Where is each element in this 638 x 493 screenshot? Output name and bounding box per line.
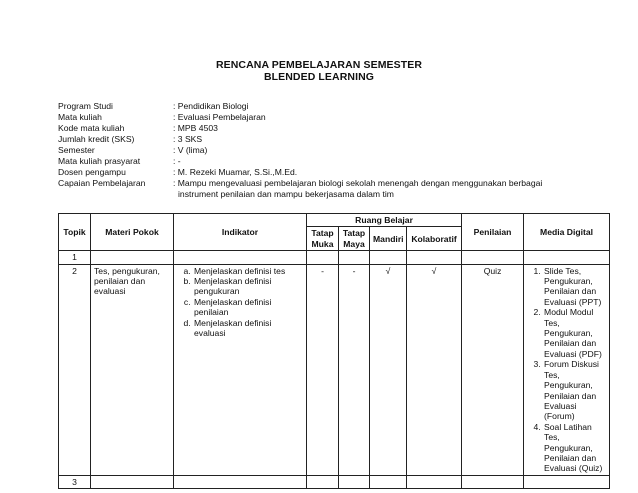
info-value-continuation: instrument penilaian dan mampu bekerjasama dalam tim [178,189,394,199]
cell-tatap-maya [339,475,370,488]
cell-indikator [174,475,307,488]
media-list [527,266,606,474]
info-row-prasyarat [58,156,542,167]
header-materi-pokok: Materi Pokok [91,214,174,251]
cell-topik: 1 [59,251,91,264]
info-value: : Pendidikan Biologi [173,101,249,111]
info-key: Program Studi [58,101,113,111]
info-value: : Mampu mengevaluasi pembelajaran biologi sekolah menengah dengan menggunakan berbagai [173,178,543,188]
info-value: : V (lima) [173,145,208,155]
cell-media [524,264,610,475]
list-item: a. Menjelaskan definisi tes [193,266,303,276]
indikator-list [177,266,303,339]
header-indikator: Indikator [174,214,307,251]
cell-media [524,475,610,488]
cell-materi: Tes, pengukuran, penilaian dan evaluasi [91,264,174,475]
info-key: Mata kuliah [58,112,102,122]
document-subtitle: BLENDED LEARNING [263,71,375,83]
info-key: Kode mata kuliah [58,123,125,133]
list-item: 1. Slide Tes, Pengukuran, Penilaian dan Evaluasi (PPT) [543,266,606,308]
cell-materi [91,475,174,488]
info-row-kode [58,123,542,134]
cell-tatap-muka [307,251,339,264]
info-key: Mata kuliah prasyarat [58,156,141,166]
cell-mandiri [370,475,407,488]
info-row-semester [58,145,542,156]
cell-topik: 2 [59,264,91,475]
header-tatap-muka: Tatap Muka [307,227,339,251]
cell-tatap-maya [339,251,370,264]
cell-penilaian [462,251,524,264]
info-value: : - [173,156,181,166]
cell-kolaboratif [407,475,462,488]
cell-topik: 3 [59,475,91,488]
info-row-dosen [58,167,542,178]
rps-table [58,213,610,489]
list-item: d. Menjelaskan definisi evaluasi [193,318,303,339]
cell-media [524,251,610,264]
header-media-digital: Media Digital [524,214,610,251]
header-row [59,214,610,227]
cell-penilaian: Quiz [462,264,524,475]
cell-penilaian [462,475,524,488]
header-mandiri: Mandiri [370,227,407,251]
table-row [59,251,610,264]
info-key: Jumlah kredit (SKS) [58,134,135,144]
info-row-sks [58,134,542,145]
header-ruang-belajar: Ruang Belajar [307,214,462,227]
cell-mandiri [370,251,407,264]
cell-materi [91,251,174,264]
header-tatap-maya: Tatap Maya [339,227,370,251]
table-row [59,264,610,475]
header-kolaboratif: Kolaboratif [407,227,462,251]
info-value: : M. Rezeki Muamar, S.Si.,M.Ed. [173,167,298,177]
cell-kolaboratif: √ [407,264,462,475]
info-key: Capaian Pembelajaran [58,178,146,188]
header-penilaian: Penilaian [462,214,524,251]
course-info [58,101,542,200]
list-item: 4. Soal Latihan Tes, Pengukuran, Penilaian dan Evaluasi (Quiz) [543,422,606,474]
cell-kolaboratif [407,251,462,264]
header-topik: Topik [59,214,91,251]
cell-tatap-muka: - [307,264,339,475]
cell-indikator [174,251,307,264]
list-item: 3. Forum Diskusi Tes, Pengukuran, Penilaian dan Evaluasi (Forum) [543,359,606,421]
info-row-mata-kuliah [58,112,542,123]
info-row-capaian [58,178,542,189]
list-item: 2. Modul Modul Tes, Pengukuran, Penilaian dan Evaluasi (PDF) [543,307,606,359]
info-value: : Evaluasi Pembelajaran [173,112,266,122]
info-row-program-studi [58,101,542,112]
info-key: Dosen pengampu [58,167,126,177]
info-value: : 3 SKS [173,134,203,144]
list-item: c. Menjelaskan definisi penilaian [193,297,303,318]
cell-mandiri: √ [370,264,407,475]
cell-tatap-maya: - [339,264,370,475]
info-key: Semester [58,145,95,155]
document-title: RENCANA PEMBELAJARAN SEMESTER [215,59,423,71]
info-value: : MPB 4503 [173,123,218,133]
cell-tatap-muka [307,475,339,488]
cell-indikator [174,264,307,475]
table-row [59,475,610,488]
list-item: b. Menjelaskan definisi pengukuran [193,276,303,297]
